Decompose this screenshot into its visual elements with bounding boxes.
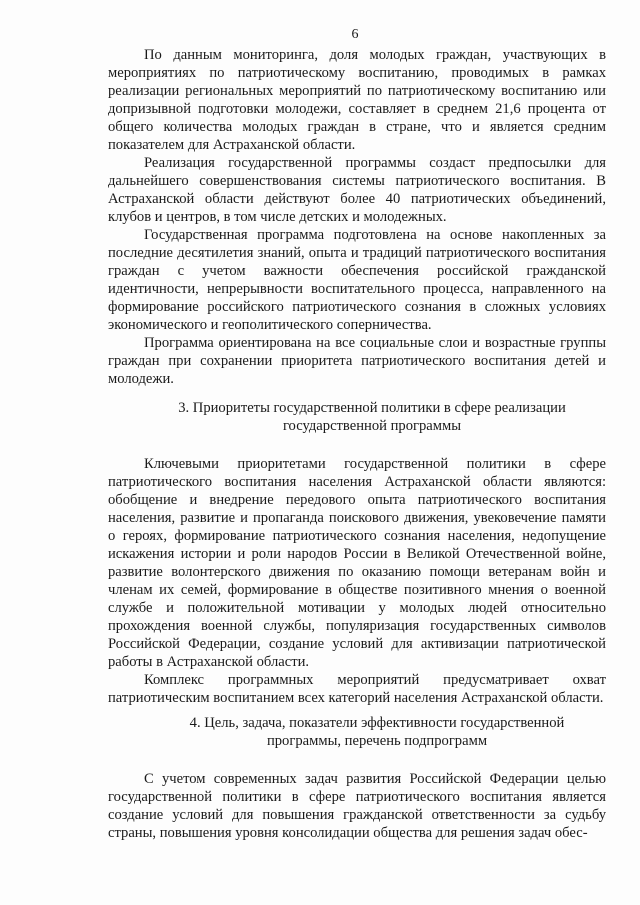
paragraph: Реализация государственной программы создаст предпосылки для дальнейшего совершенствования системы патриотического воспитания. В Астраханской области действуют более 40 патриотических объединений, клубов и центров, в том числе детских и молодежных. bbox=[108, 155, 606, 225]
paragraph: По данным мониторинга, доля молодых граждан, участвующих в мероприятиях по патриотическому воспитанию, проводимых в рамках реализации региональных мероприятий по патриотическому воспитанию или допризывной подготовки молодежи, составляет в среднем 21,6 процента от общего количества молодых граждан в стране, что и является средним показателем для Астраханской области. bbox=[108, 47, 606, 153]
paragraph: Ключевыми приоритетами государственной политики в сфере патриотического воспитания населения Астраханской области являются: обобщение и внедрение передового опыта патриотического воспитания населения, развитие и пропаганда поискового движения, увековечение памяти о героях, формирование патриотического сознания населения, недопущение искажения истории и роли народов России в Великой Отечественной войне, развитие волонтерского движения по оказанию помощи ветеранам войн и членам их семей, формирование в обществе позитивного мнения о военной службе и положительной мотивации у молодых людей относительно прохождения военной службы, популяризация государственных символов Российской Федерации, создание условий для активизации патриотической работы в Астраханской области. bbox=[108, 456, 606, 670]
intro-paragraphs bbox=[108, 46, 606, 388]
priorities-paragraphs bbox=[108, 455, 606, 707]
section-3-heading bbox=[108, 399, 606, 435]
paragraph: Программа ориентирована на все социальные слои и возрастные группы граждан при сохранении приоритета патриотического воспитания детей и молодежи. bbox=[108, 335, 606, 387]
goals-paragraphs bbox=[108, 770, 606, 842]
section-3-heading-line-1: 3. Приоритеты государственной политики в сфере реализации bbox=[178, 400, 566, 416]
section-3-heading-line-2: государственной программы bbox=[282, 418, 462, 434]
section-4-heading bbox=[108, 714, 606, 750]
paragraph: С учетом современных задач развития Российской Федерации целью государственной политики в сфере патриотического воспитания является создание условий для повышения гражданской ответственности за судьбу страны, повышения уровня консолидации общества для решения задач обес- bbox=[108, 771, 606, 841]
section-4-heading-line-2: программы, перечень подпрограмм bbox=[266, 733, 488, 749]
page-number: 6 bbox=[351, 27, 359, 42]
paragraph: Комплекс программных мероприятий предусматривает охват патриотическим воспитанием всех категорий населения Астраханской области. bbox=[108, 672, 606, 706]
paragraph: Государственная программа подготовлена на основе накопленных за последние десятилетия знаний, опыта и традиций патриотического воспитания граждан с учетом важности обеспечения российской гражданской идентичности, непрерывности воспитательного процесса, направленного на формирование российского патриотического сознания в сложных условиях экономического и геополитического соперничества. bbox=[108, 227, 606, 333]
section-4-heading-line-1: 4. Цель, задача, показатели эффективности государственной bbox=[189, 715, 565, 731]
